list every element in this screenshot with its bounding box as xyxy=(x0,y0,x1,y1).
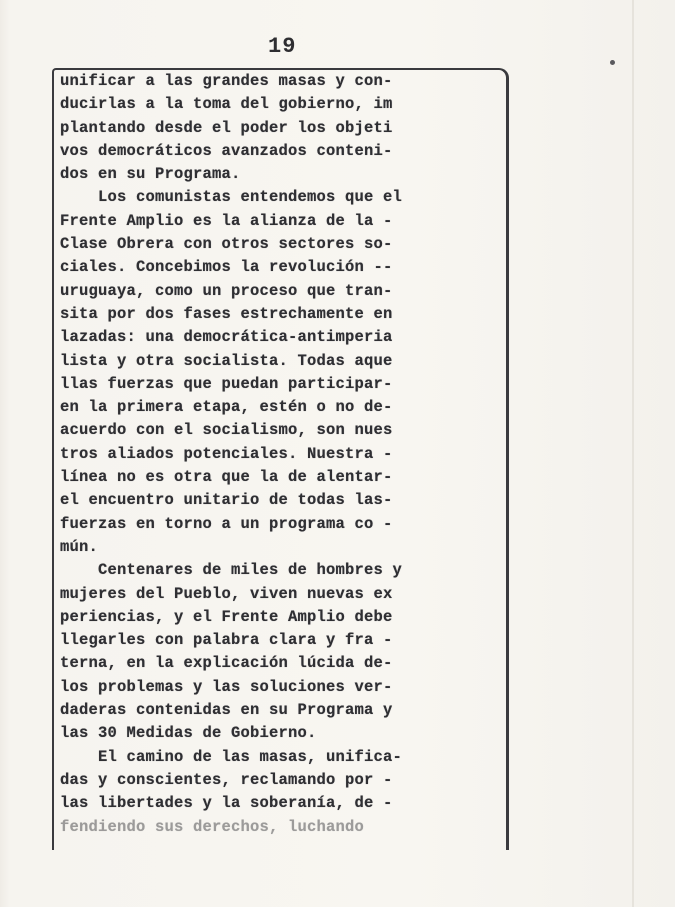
page-edge-shadow xyxy=(632,0,634,907)
text-line: el encuentro unitario de todas las- xyxy=(60,491,393,510)
text-line: llas fuerzas que puedan participar- xyxy=(60,374,393,393)
text-line: das y conscientes, reclamando por - xyxy=(60,770,393,789)
text-line: uruguaya, como un proceso que tran- xyxy=(60,281,393,300)
text-line: llegarles con palabra clara y fra - xyxy=(60,631,393,650)
text-line: lista y otra socialista. Todas aque xyxy=(60,351,393,370)
paragraph-start-line: El camino de las masas, unifica- xyxy=(98,747,403,766)
cut-off-text-line: fendiendo sus derechos, luchando xyxy=(60,817,365,836)
text-line: las 30 Medidas de Gobierno. xyxy=(60,724,317,743)
page-number: 19 xyxy=(268,34,297,59)
text-line: acuerdo con el socialismo, son nues xyxy=(60,421,393,440)
typewritten-text-block xyxy=(60,70,512,839)
text-line: dos en su Programa. xyxy=(60,165,241,184)
text-line: Clase Obrera con otros sectores so- xyxy=(60,235,393,254)
ink-dot xyxy=(610,60,615,65)
text-line: terna, en la explicación lúcida de- xyxy=(60,654,393,673)
paragraph-start-line: Los comunistas entendemos que el xyxy=(98,188,403,207)
text-line: plantando desde el poder los objeti xyxy=(60,118,393,137)
text-line: mujeres del Pueblo, viven nuevas ex xyxy=(60,584,393,603)
text-line: ciales. Concebimos la revolución -- xyxy=(60,258,393,277)
paragraph-start-line: Centenares de miles de hombres y xyxy=(98,561,403,580)
text-line: tros aliados potenciales. Nuestra - xyxy=(60,444,393,463)
text-line: Frente Amplio es la alianza de la - xyxy=(60,211,393,230)
text-line: los problemas y las soluciones ver- xyxy=(60,677,393,696)
text-line: daderas contenidas en su Programa y xyxy=(60,701,393,720)
text-line: fuerzas en torno a un programa co - xyxy=(60,514,393,533)
text-line: en la primera etapa, estén o no de- xyxy=(60,398,393,417)
text-line: lazadas: una democrática-antimperia xyxy=(60,328,393,347)
text-line: las libertades y la soberanía, de - xyxy=(60,794,393,813)
text-line: ducirlas a la toma del gobierno, im xyxy=(60,95,393,114)
text-line: vos democráticos avanzados conteni- xyxy=(60,141,393,160)
text-line: línea no es otra que la de alentar- xyxy=(60,468,393,487)
text-line: mún. xyxy=(60,537,99,556)
text-line: sita por dos fases estrechamente en xyxy=(60,304,393,323)
text-line: periencias, y el Frente Amplio debe xyxy=(60,607,393,626)
text-line: unificar a las grandes masas y con- xyxy=(60,72,393,90)
